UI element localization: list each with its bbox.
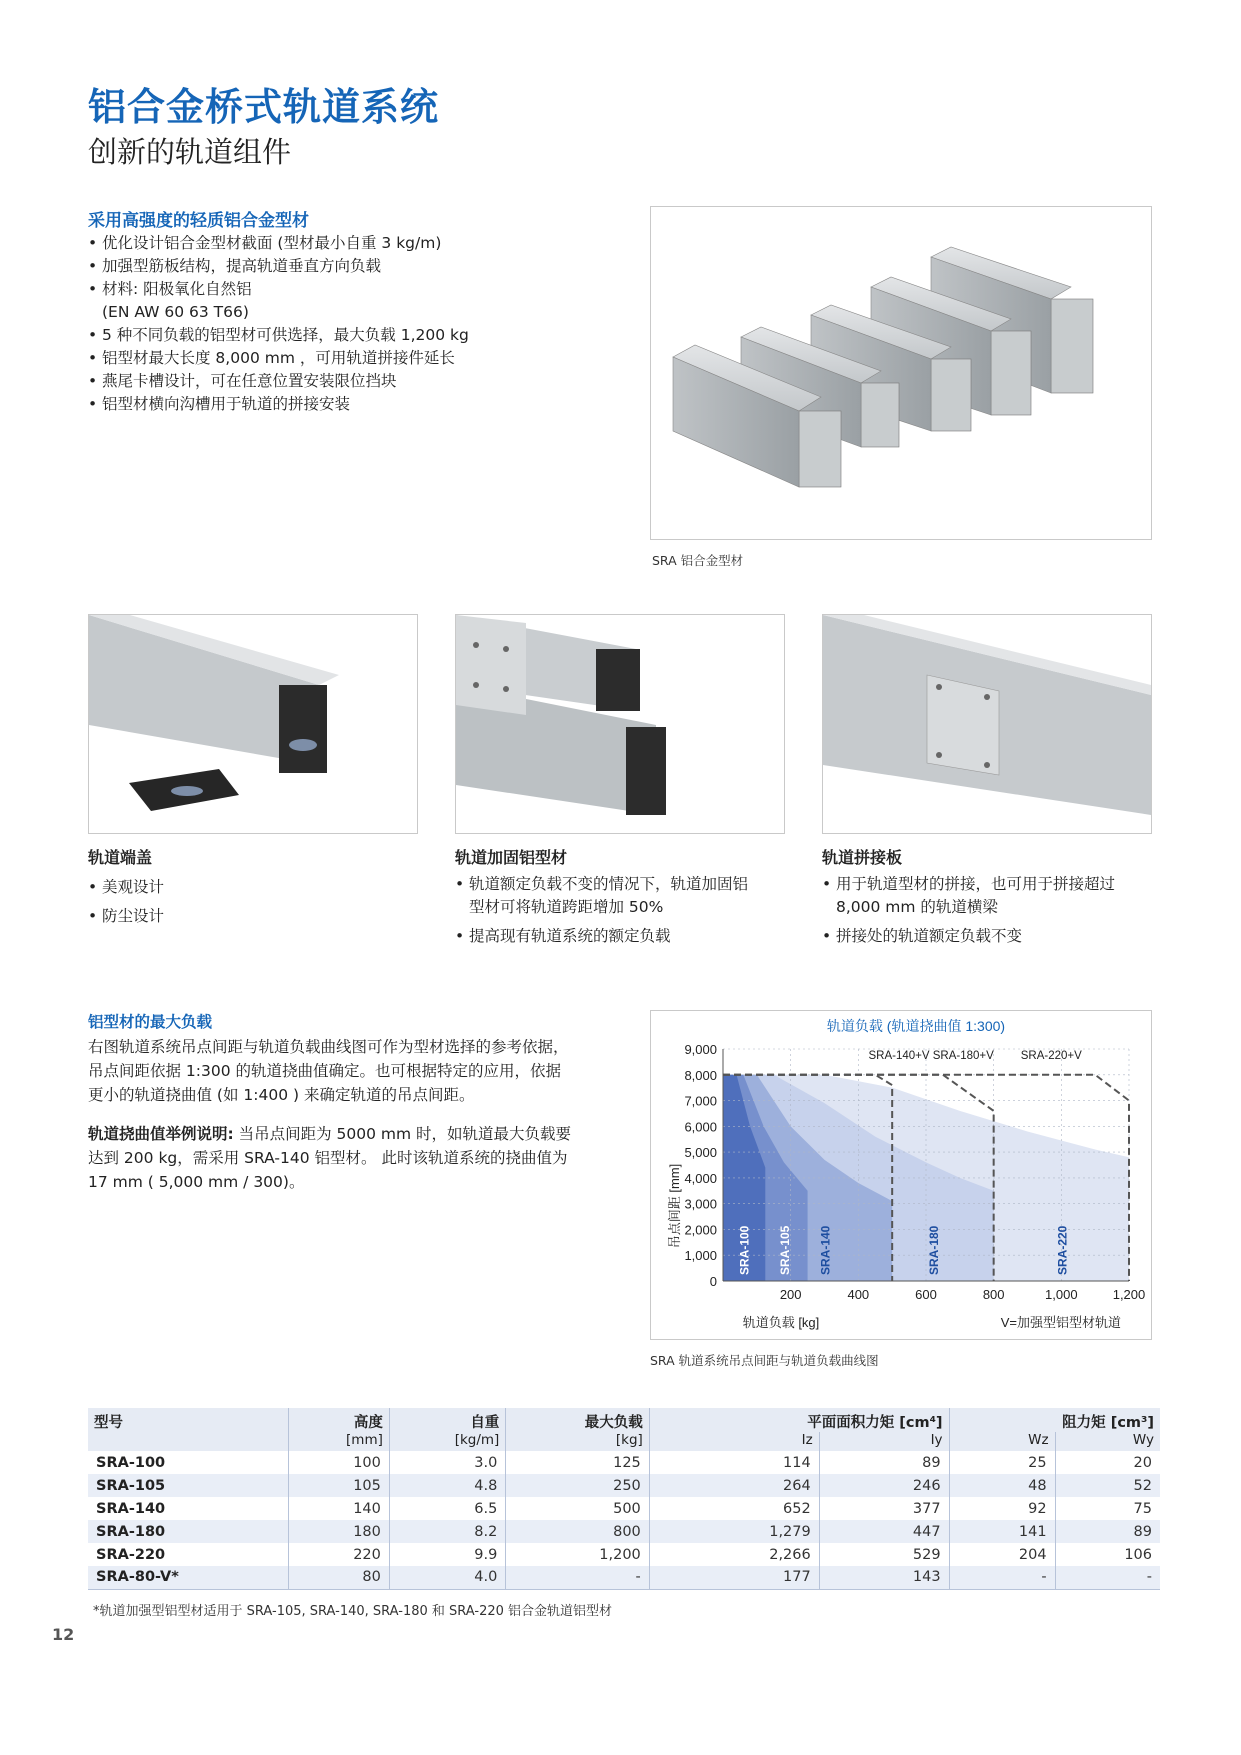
chart-caption: SRA 轨道系统吊点间距与轨道负载曲线图 [650,1353,879,1368]
table-cell: 125 [506,1451,649,1474]
profile-label: SRA-100 [737,1225,752,1275]
unit-wz: Wz [949,1432,1055,1451]
col-header-height: 高度 [289,1408,390,1432]
table-cell: 6.5 [389,1497,505,1520]
x-tick-label: 400 [847,1287,870,1302]
table-cell: 80 [289,1566,390,1589]
table-cell-model: SRA-220 [96,1546,166,1563]
y-tick-label: 0 [709,1274,717,1289]
profile-label: SRA-220 [1055,1225,1070,1275]
col-header-section-modulus: 阻力矩 [cm³] [949,1408,1160,1432]
table-cell: 500 [506,1497,649,1520]
y-tick-label: 1,000 [684,1248,717,1264]
end-cap-heading: 轨道端盖 [88,848,153,867]
table-row [88,1497,1160,1520]
x-tick-label: 600 [915,1287,937,1302]
col-header-max-load: 最大负载 [506,1408,649,1432]
example-label: 轨道挠曲值举例说明: [88,1125,234,1143]
table-cell: 106 [1055,1543,1160,1566]
table-row [88,1474,1160,1497]
page-title: 铝合金桥式轨道系统 [88,85,440,129]
paragraph-line: 当吊点间距为 5000 mm 时，如轨道最大负载要 [233,1125,572,1143]
table-cell: 25 [949,1451,1055,1474]
reinforcement-item: • 轨道额定负载不变的情况下，轨道加固铝 [455,873,795,896]
x-tick-label: 200 [779,1287,802,1302]
paragraph-line: 17 mm ( 5,000 mm / 300)。 [88,1173,305,1191]
splice-plate-item: 8,000 mm 的轨道横梁 [836,898,998,916]
photo-caption: SRA 铝合金型材 [652,553,744,568]
table-cell: 1,279 [649,1520,819,1543]
spec-table [88,1408,1160,1590]
feature-item: • 加强型筋板结构，提高轨道垂直方向负载 [88,255,648,278]
reinforcement-item: • 提高现有轨道系统的额定负载 [455,925,795,948]
splice-plate-heading: 轨道拼接板 [822,848,903,867]
table-cell-model: SRA-80-V* [88,1566,289,1589]
table-cell: 100 [289,1451,390,1474]
table-row [88,1451,1160,1474]
table-row [88,1543,1160,1566]
table-cell: 48 [949,1474,1055,1497]
x-tick-label: 800 [982,1287,1005,1302]
end-cap-list [88,873,418,931]
page-subtitle: 创新的轨道组件 [88,135,292,169]
load-chart-svg [651,1011,1151,1339]
table-cell: 89 [1055,1520,1160,1543]
end-cap-image [89,615,417,833]
paragraph-line: 吊点间距依据 1:300 的轨道挠曲值确定。也可根据特定的应用，依据 [88,1062,562,1080]
end-cap-item: • 防尘设计 [88,902,418,931]
table-row [88,1520,1160,1543]
table-cell: 92 [949,1497,1055,1520]
aluminium-profiles-image [651,207,1151,539]
spec-table-body [88,1451,1160,1589]
reinforced-label: SRA-220+V [1020,1050,1082,1062]
chart-title: 轨道负载 (轨道挠曲值 1:300) [826,1018,1006,1034]
table-cell: 140 [289,1497,390,1520]
table-cell: 9.9 [389,1543,505,1566]
y-tick-label: 7,000 [684,1093,717,1109]
y-tick-label: 6,000 [684,1119,717,1135]
table-cell: 105 [289,1474,390,1497]
profiles-photo [650,206,1152,540]
paragraph-line: 达到 200 kg，需采用 SRA-140 铝型材。 此时该轨道系统的挠曲值为 [88,1149,568,1167]
x-tick-label: 1,000 [1045,1287,1078,1302]
max-load-paragraph [88,1035,648,1107]
table-cell: 75 [1055,1497,1160,1520]
table-cell: 800 [506,1520,649,1543]
feature-item: (EN AW 60 63 T66) [102,303,249,321]
x-tick-label: 1,200 [1112,1287,1146,1302]
y-tick-label: 8,000 [684,1067,717,1083]
unit-iz: Iz [649,1432,819,1451]
col-header-weight: 自重 [389,1408,505,1432]
table-cell: 2,266 [649,1543,819,1566]
reinforced-label: SRA-140+V [868,1050,930,1062]
table-cell: - [506,1566,649,1589]
paragraph-line: 更小的轨道挠曲值 (如 1:400 ) 来确定轨道的吊点间距。 [88,1086,475,1104]
table-cell: 1,200 [506,1543,649,1566]
table-cell: 250 [506,1474,649,1497]
table-cell: 89 [819,1451,949,1474]
feature-item: • 5 种不同负载的铝型材可供选择，最大负载 1,200 kg [88,324,648,347]
table-cell: 114 [649,1451,819,1474]
table-cell: 377 [819,1497,949,1520]
table-cell: 52 [1055,1474,1160,1497]
end-cap-item: • 美观设计 [88,873,418,902]
y-tick-label: 3,000 [684,1196,717,1212]
max-load-heading: 铝型材的最大负载 [88,1013,213,1031]
table-cell: 264 [649,1474,819,1497]
table-cell: - [949,1566,1055,1589]
table-cell-model: SRA-180 [88,1520,289,1543]
table-cell-model: SRA-100 [96,1454,166,1471]
unit-weight: [kg/m] [389,1432,505,1451]
unit-max-load: [kg] [506,1432,649,1451]
page-number: 12 [52,1625,75,1644]
table-cell: 4.8 [389,1474,505,1497]
table-cell: 3.0 [389,1451,505,1474]
table-cell: - [1055,1566,1160,1589]
chart-ylabel: 吊点间距 [mm] [667,1163,682,1249]
table-cell: 652 [649,1497,819,1520]
feature-item: • 燕尾卡槽设计，可在任意位置安装限位挡块 [88,370,648,393]
splice-plate-image [823,615,1151,833]
y-tick-label: 9,000 [684,1042,717,1057]
table-cell: 177 [649,1566,819,1589]
reinforced-label: SRA-180+V [932,1050,994,1062]
table-cell: 143 [819,1566,949,1589]
example-paragraph [88,1122,648,1194]
splice-plate-item: • 拼接处的轨道额定负载不变 [822,925,1162,948]
end-cap-photo [88,614,418,834]
feature-list [88,232,648,416]
reinforcement-heading: 轨道加固铝型材 [455,848,568,867]
profile-label: SRA-180 [926,1225,941,1275]
table-cell-model: SRA-140 [96,1500,166,1517]
table-cell: 4.0 [389,1566,505,1589]
table-cell: 8.2 [389,1520,505,1543]
splice-plate-list [822,873,1162,948]
table-cell: 20 [1055,1451,1160,1474]
y-tick-label: 5,000 [684,1145,717,1161]
splice-plate-item: • 用于轨道型材的拼接，也可用于拼接超过 [822,873,1162,896]
splice-plate-photo [822,614,1152,834]
table-cell: 141 [949,1520,1055,1543]
table-cell: 529 [819,1543,949,1566]
table-cell: 204 [949,1543,1055,1566]
table-cell-model: SRA-105 [88,1474,289,1497]
table-cell: 220 [289,1543,390,1566]
table-cell: 180 [289,1520,390,1543]
reinforcement-photo [455,614,785,834]
feature-item: • 铝型材最大长度 8,000 mm ，可用轨道拼接件延长 [88,347,648,370]
feature-item: • 铝型材横向沟槽用于轨道的拼接安装 [88,393,648,416]
table-footnote: *轨道加强型铝型材适用于 SRA-105, SRA-140, SRA-180 和 SRA-220 铝合金轨道铝型材 [93,1604,613,1619]
table-row [88,1566,1160,1589]
y-tick-label: 4,000 [684,1170,717,1186]
paragraph-line: 右图轨道系统吊点间距与轨道负载曲线图可作为型材选择的参考依据， [88,1038,569,1056]
feature-item: • 材料: 阳极氧化自然铝 [88,278,648,301]
load-chart [650,1010,1152,1340]
section-heading-profiles: 采用高强度的轻质铝合金型材 [88,211,309,231]
table-cell: 246 [819,1474,949,1497]
y-tick-label: 2,000 [684,1222,717,1238]
chart-note: V=加强型铝型材轨道 [1000,1315,1121,1330]
col-header-moment-of-inertia: 平面面积力矩 [cm⁴] [649,1408,949,1432]
unit-wy: Wy [1055,1432,1160,1451]
unit-iy: Iy [819,1432,949,1451]
feature-item: • 优化设计铝合金型材截面 (型材最小自重 3 kg/m) [88,232,648,255]
reinforcement-item: 型材可将轨道跨距增加 50% [469,898,664,916]
chart-xlabel: 轨道负载 [kg] [742,1315,820,1330]
reinforcement-list [455,873,795,948]
profile-label: SRA-140 [818,1225,833,1275]
col-header-model: 型号 [88,1408,289,1432]
reinforcement-image [456,615,784,833]
profile-label: SRA-105 [777,1225,792,1275]
unit-height: [mm] [289,1432,390,1451]
unit-model [88,1432,289,1451]
table-cell: 447 [819,1520,949,1543]
